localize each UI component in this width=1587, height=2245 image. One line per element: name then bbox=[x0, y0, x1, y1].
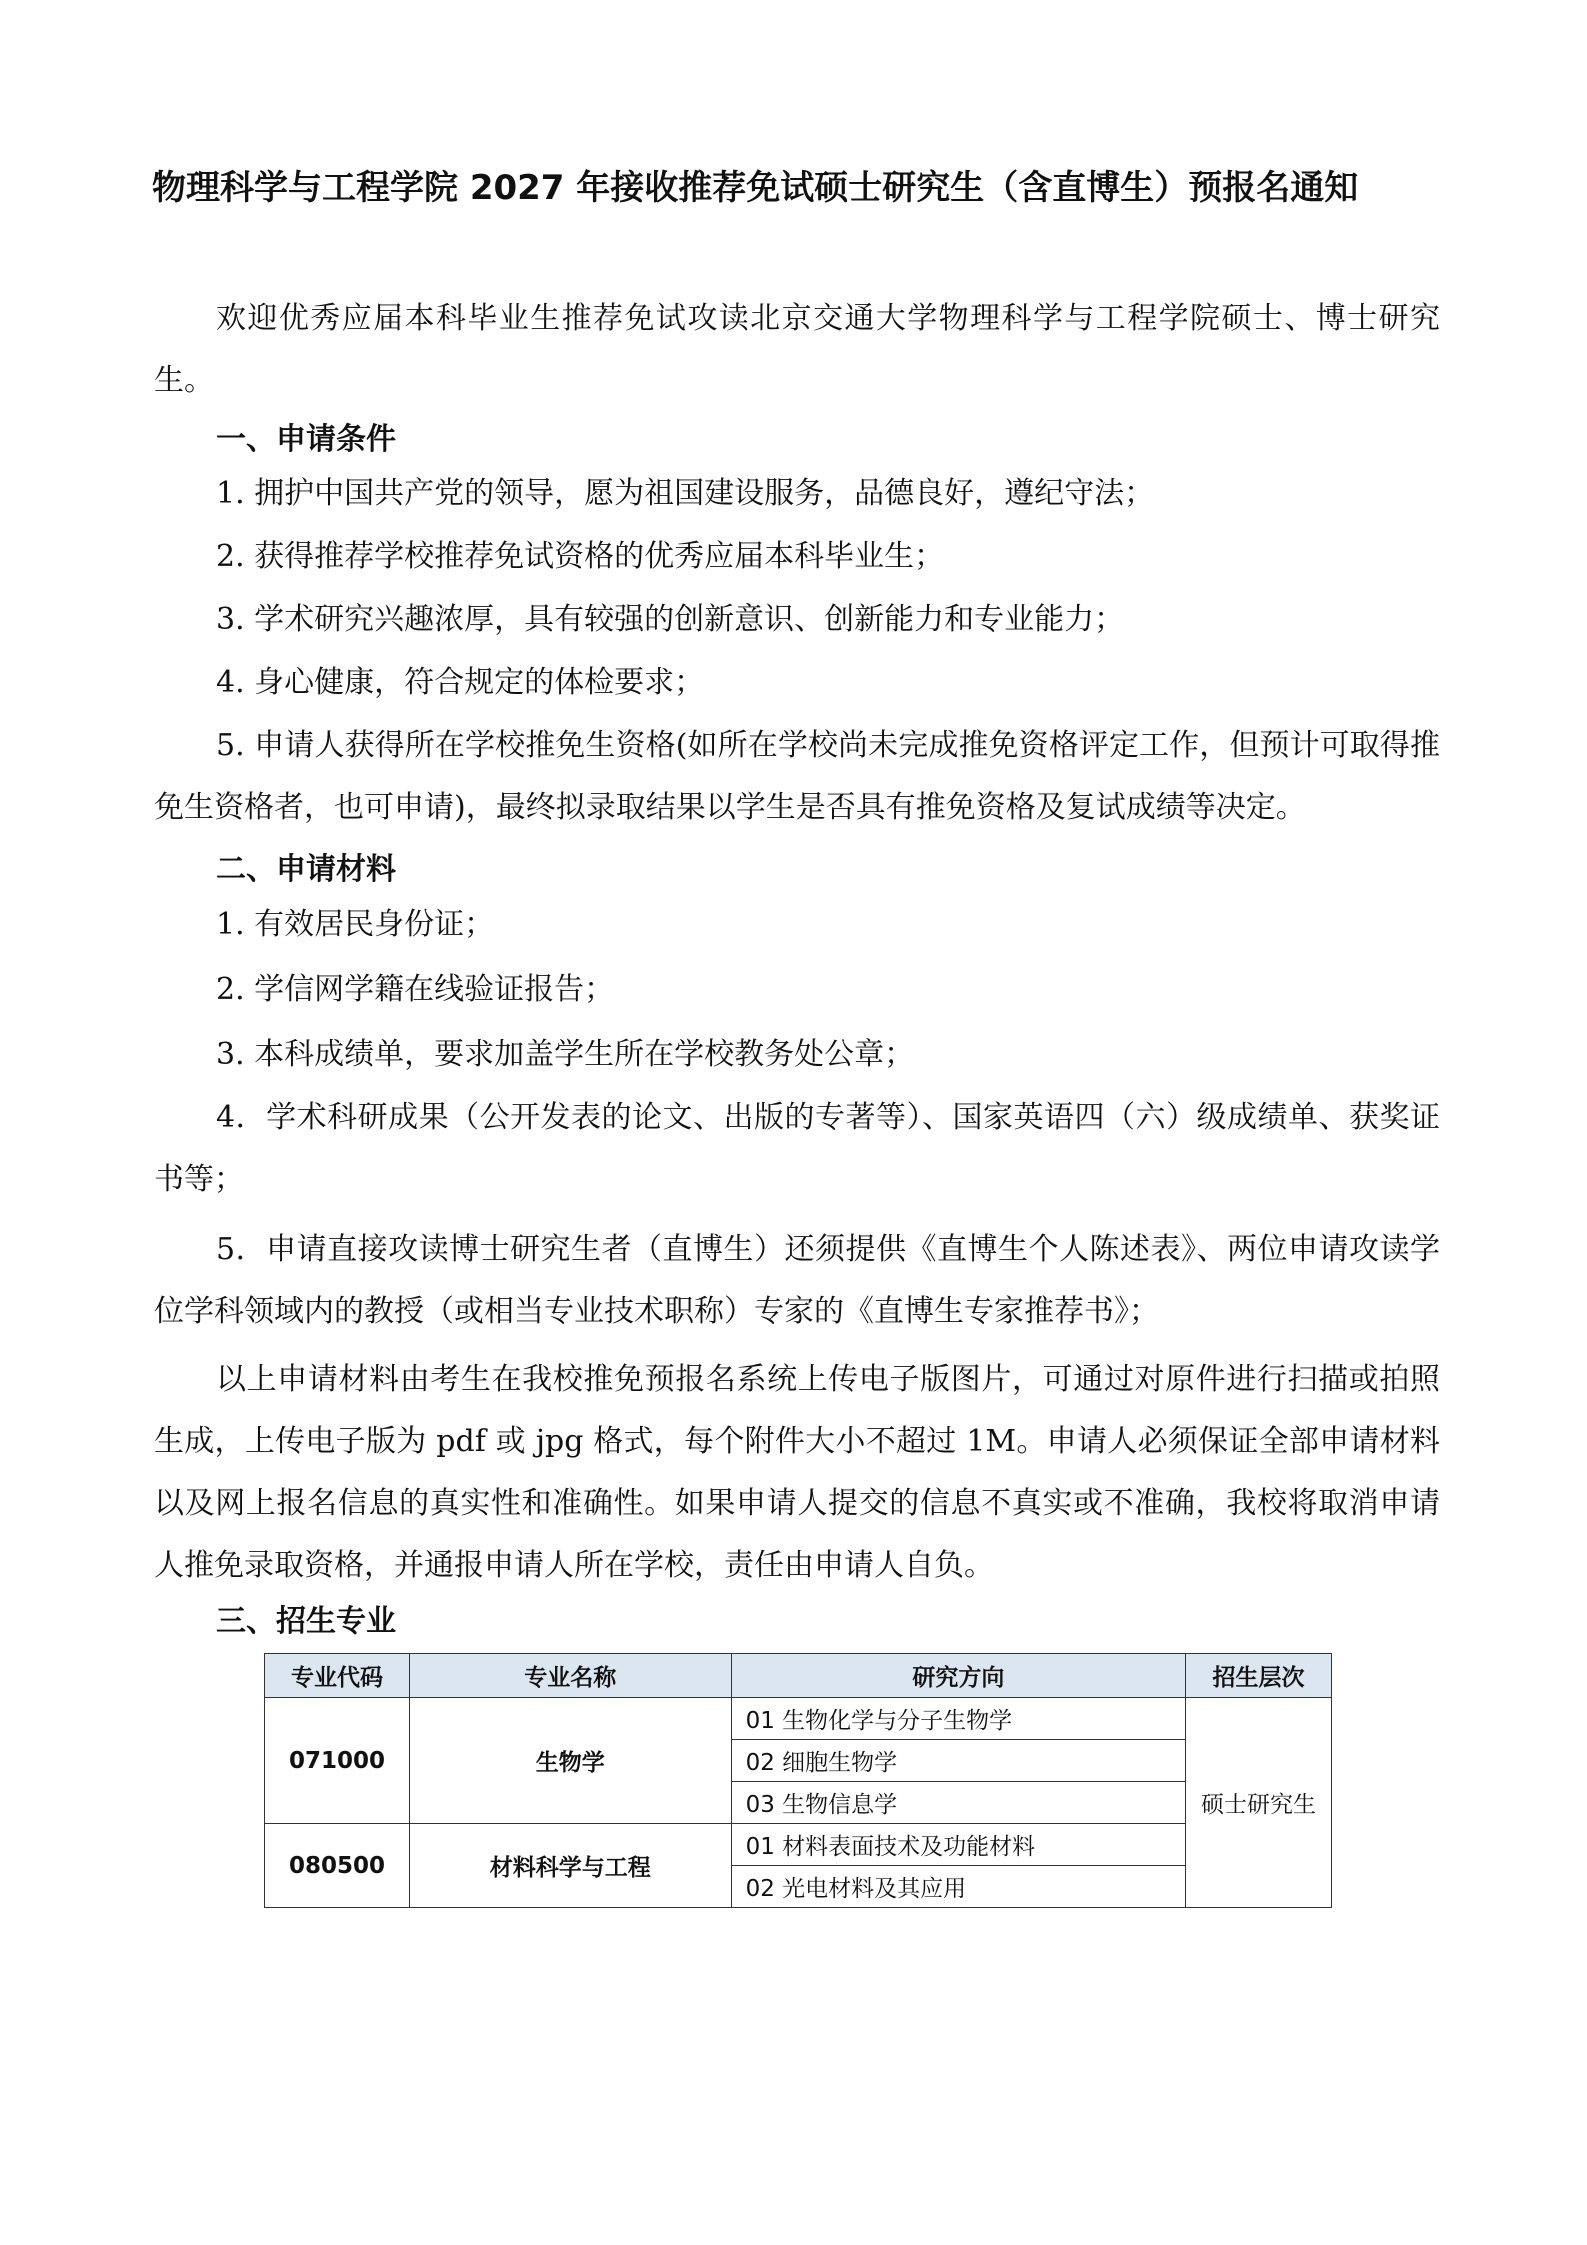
header-major-name: 专业名称 bbox=[409, 1654, 731, 1698]
major-name-cell: 生物学 bbox=[409, 1698, 731, 1824]
header-research-direction: 研究方向 bbox=[731, 1654, 1186, 1698]
material-item-4: 4．学术科研成果（公开发表的论文、出版的专著等）、国家英语四（六）级成绩单、获奖证书等； bbox=[154, 1100, 1440, 1197]
research-direction-cell: 01 生物化学与分子生物学 bbox=[731, 1698, 1186, 1740]
table-row bbox=[265, 1824, 1332, 1866]
condition-item-1: 1. 拥护中国共产党的领导，愿为祖国建设服务，品德良好，遵纪守法； bbox=[216, 476, 1155, 511]
research-direction-cell: 02 光电材料及其应用 bbox=[731, 1866, 1186, 1908]
majors-table bbox=[264, 1653, 1332, 1908]
major-code-cell: 071000 bbox=[265, 1698, 410, 1824]
enrollment-level-cell: 硕士研究生 bbox=[1186, 1698, 1332, 1908]
material-item-1: 1. 有效居民身份证； bbox=[216, 907, 495, 942]
section-heading-majors: 三、招生专业 bbox=[216, 1604, 396, 1639]
section-heading-materials: 二、申请材料 bbox=[216, 852, 396, 887]
material-item-2: 2. 学信网学籍在线验证报告； bbox=[216, 972, 615, 1007]
header-enrollment-level: 招生层次 bbox=[1186, 1654, 1332, 1698]
major-code-cell: 080500 bbox=[265, 1824, 410, 1908]
table-header-row bbox=[265, 1654, 1332, 1698]
research-direction-cell: 02 细胞生物学 bbox=[731, 1740, 1186, 1782]
document-title: 物理科学与工程学院 2027 年接收推荐免试硕士研究生（含直博生）预报名通知 bbox=[152, 168, 1359, 208]
major-name-cell: 材料科学与工程 bbox=[409, 1824, 731, 1908]
intro-paragraph: 欢迎优秀应届本科毕业生推荐免试攻读北京交通大学物理科学与工程学院硕士、博士研究生。 bbox=[154, 301, 1440, 398]
material-item-3: 3. 本科成绩单，要求加盖学生所在学校教务处公章； bbox=[216, 1037, 915, 1072]
research-direction-cell: 03 生物信息学 bbox=[731, 1782, 1186, 1824]
condition-item-5: 5. 申请人获得所在学校推免生资格(如所在学校尚未完成推免资格评定工作，但预计可取得推免生资格者，也可申请)，最终拟录取结果以学生是否具有推免资格及复试成绩等决定。 bbox=[154, 728, 1440, 825]
research-direction-cell: 01 材料表面技术及功能材料 bbox=[731, 1824, 1186, 1866]
material-item-5: 5．申请直接攻读博士研究生者（直博生）还须提供《直博生个人陈述表》、两位申请攻读学位学科领域内的教授（或相当专业技术职称）专家的《直博生专家推荐书》； bbox=[154, 1232, 1440, 1329]
condition-item-4: 4. 身心健康，符合规定的体检要求； bbox=[216, 665, 705, 700]
condition-item-3: 3. 学术研究兴趣浓厚，具有较强的创新意识、创新能力和专业能力； bbox=[216, 602, 1125, 637]
materials-note-paragraph: 以上申请材料由考生在我校推免预报名系统上传电子版图片，可通过对原件进行扫描或拍照生成，上传电子版为 pdf 或 jpg 格式，每个附件大小不超过 1M。申请人必须保证全部申请材料以及网上报名信息的真实性和准确性。如果申请人提交的信息不真实或不准确，我校将取消申请人推免录取资格，并通报申请人所在学校，责任由申请人自负。 bbox=[154, 1362, 1440, 1583]
condition-item-2: 2. 获得推荐学校推荐免试资格的优秀应届本科毕业生； bbox=[216, 539, 945, 574]
header-major-code: 专业代码 bbox=[265, 1654, 410, 1698]
section-heading-conditions: 一、申请条件 bbox=[216, 422, 396, 457]
table-row bbox=[265, 1698, 1332, 1740]
